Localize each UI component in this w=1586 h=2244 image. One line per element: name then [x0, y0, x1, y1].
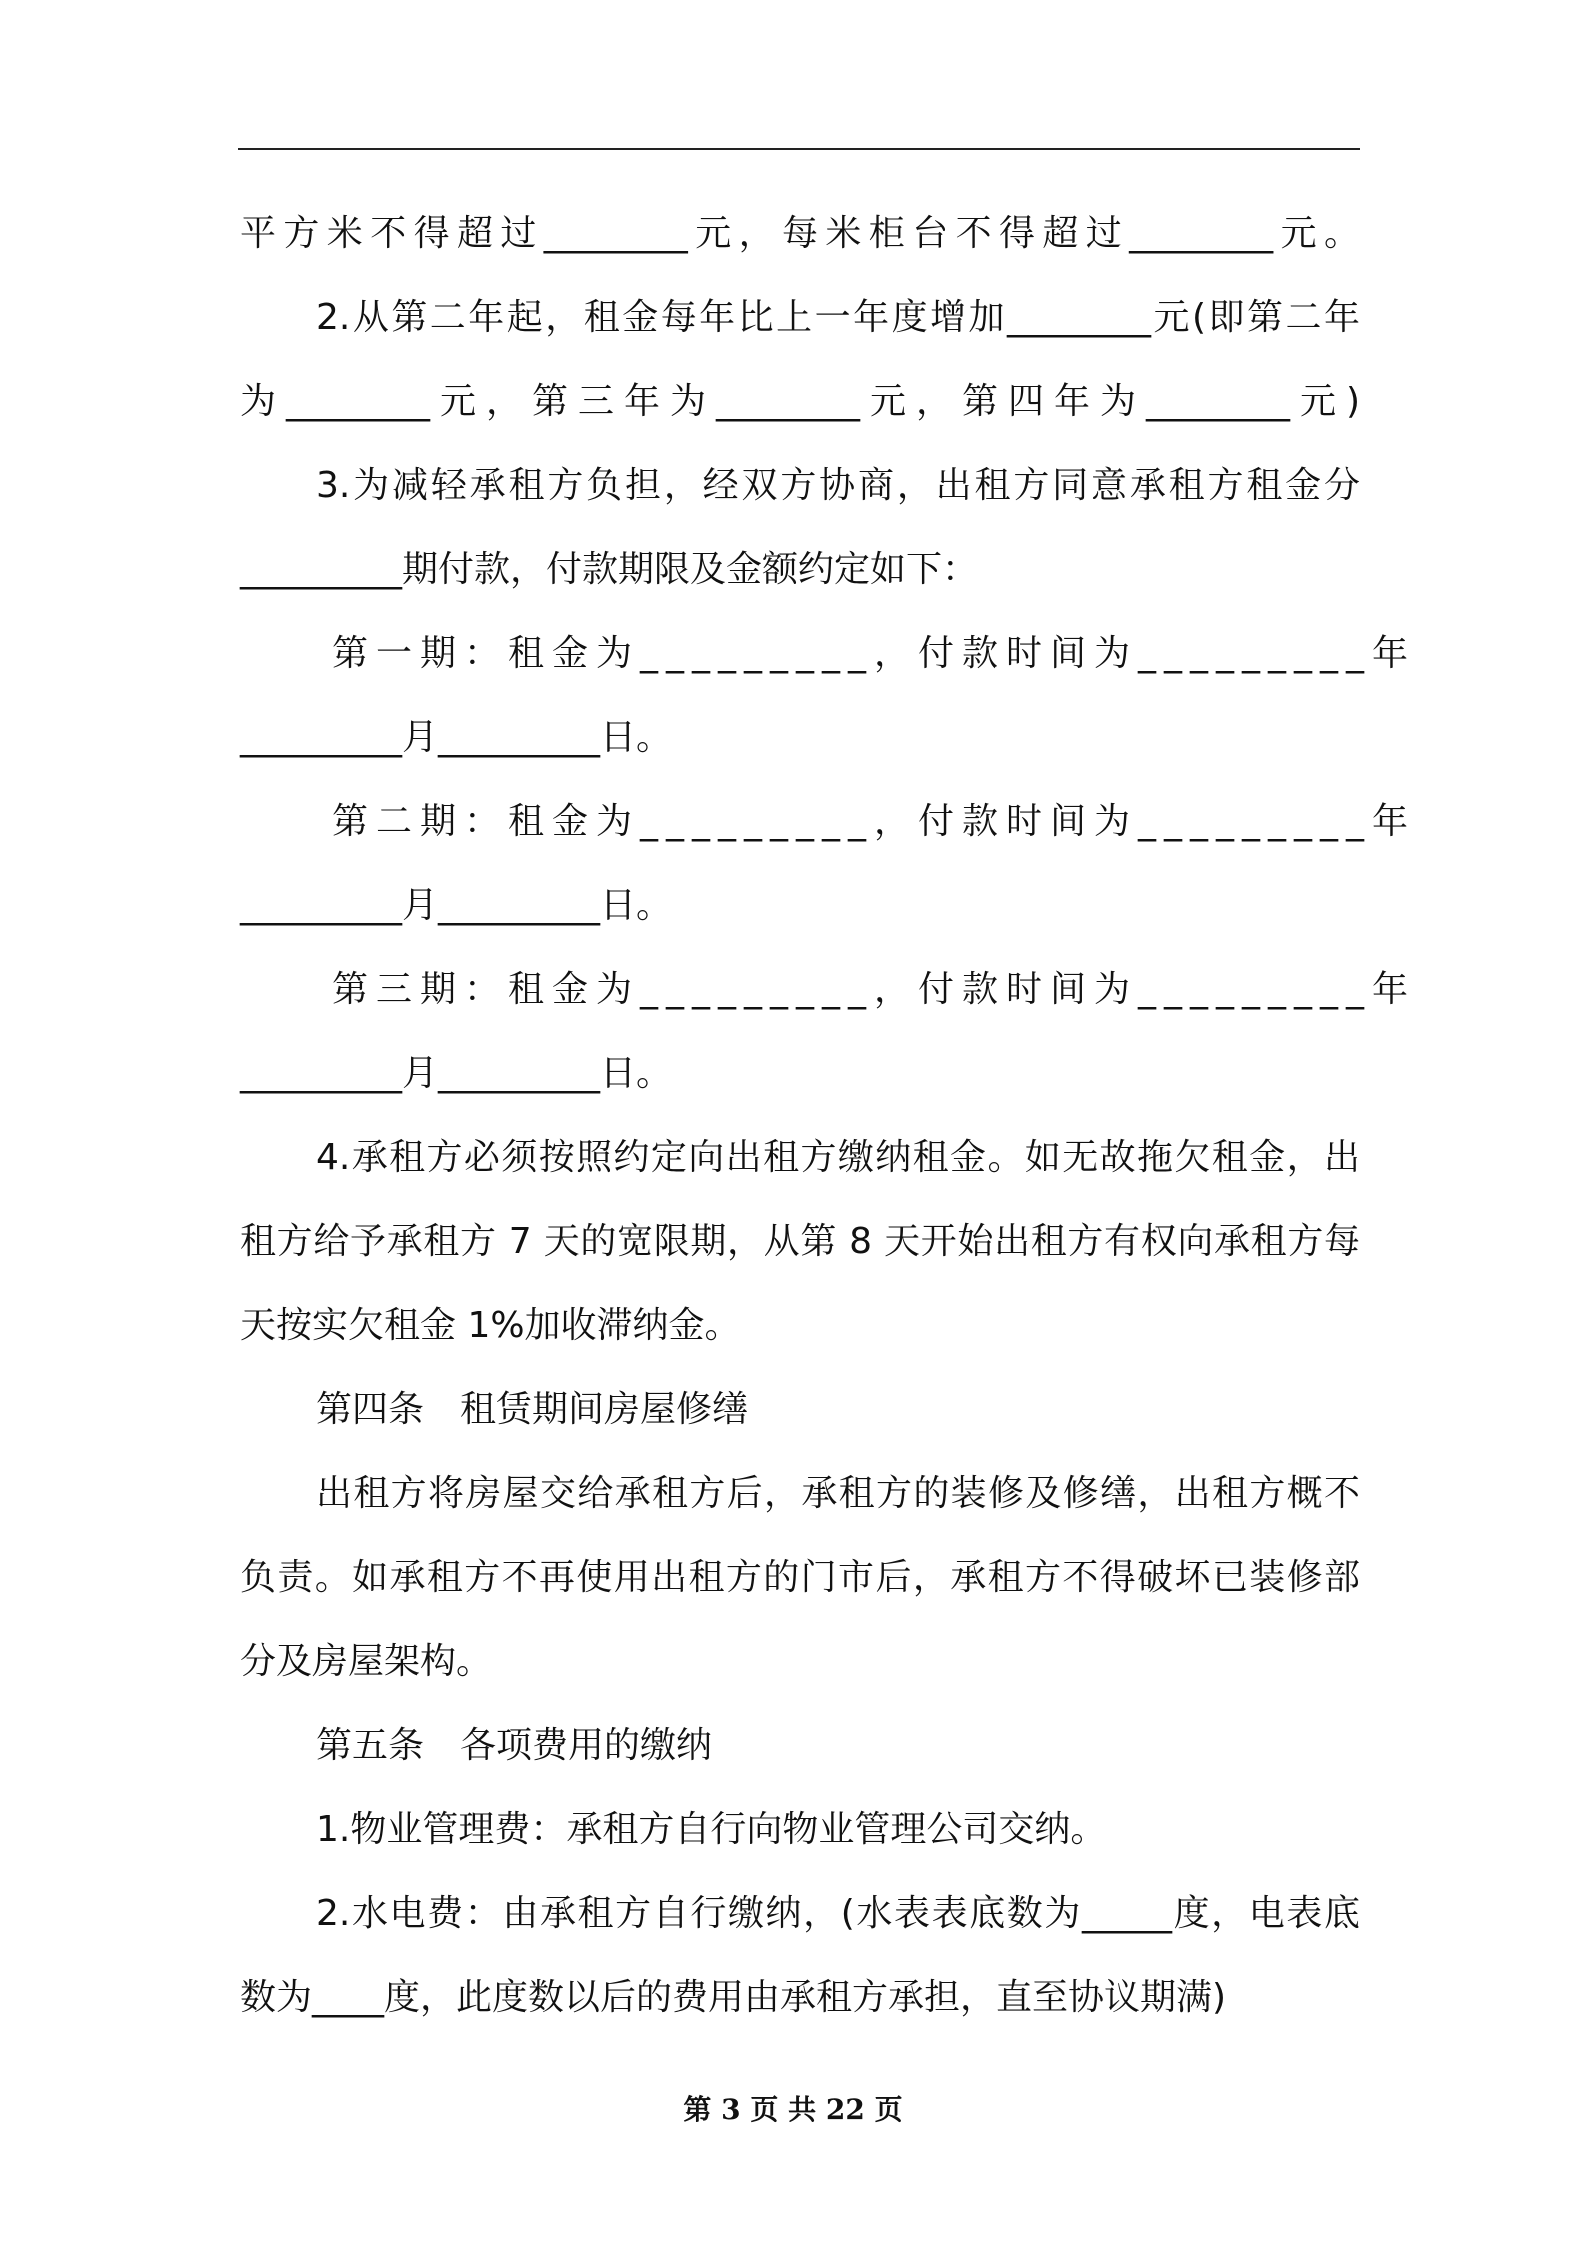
- text-line-17: 负责。如承租方不再使用出租方的门市后，承租方不得破坏已装修部: [240, 1557, 1360, 1598]
- installment-3-line: 第三期：租金为_________，付款时间为_________年: [332, 969, 1417, 1010]
- installment-2-line: 第二期：租金为_________，付款时间为_________年: [332, 801, 1417, 842]
- text-line-1: 平方米不得超过________元，每米柜台不得超过________元。: [240, 213, 1360, 254]
- text-line-3: 为________元，第三年为________元，第四年为________元): [240, 381, 1360, 422]
- header-rule: [238, 148, 1360, 150]
- text-line-5: _________期付款，付款期限及金额约定如下：: [240, 549, 979, 590]
- text-line-21: 2.水电费：由承租方自行缴纳，(水表表底数为_____度，电表底: [316, 1893, 1360, 1934]
- text-line-14: 天按实欠租金 1%加收滞纳金。: [240, 1305, 741, 1346]
- text-line-20: 1.物业管理费：承租方自行向物业管理公司交纳。: [316, 1809, 1107, 1850]
- text-line-18: 分及房屋架构。: [240, 1641, 493, 1682]
- text-line-22: 数为____度，此度数以后的费用由承租方承担，直至协议期满): [240, 1977, 1227, 2018]
- section-heading-4: 第四条 租赁期间房屋修缮: [316, 1389, 749, 1430]
- section-heading-5: 第五条 各项费用的缴纳: [316, 1725, 713, 1766]
- installment-2-date: _________月_________日。: [240, 885, 673, 926]
- installment-3-date: _________月_________日。: [240, 1053, 673, 1094]
- installment-1-date: _________月_________日。: [240, 717, 673, 758]
- text-line-12: 4.承租方必须按照约定向出租方缴纳租金。如无故拖欠租金，出: [316, 1137, 1360, 1178]
- text-line-2: 2.从第二年起，租金每年比上一年度增加________元(即第二年: [316, 297, 1360, 338]
- text-line-4: 3.为减轻承租方负担，经双方协商，出租方同意承租方租金分: [316, 465, 1360, 506]
- installment-1-line: 第一期：租金为_________，付款时间为_________年: [332, 633, 1417, 674]
- page-footer: 第 3 页 共 22 页: [683, 2093, 903, 2126]
- text-line-16: 出租方将房屋交给承租方后，承租方的装修及修缮，出租方概不: [316, 1473, 1360, 1514]
- text-line-13: 租方给予承租方 7 天的宽限期，从第 8 天开始出租方有权向承租方每: [240, 1221, 1360, 1262]
